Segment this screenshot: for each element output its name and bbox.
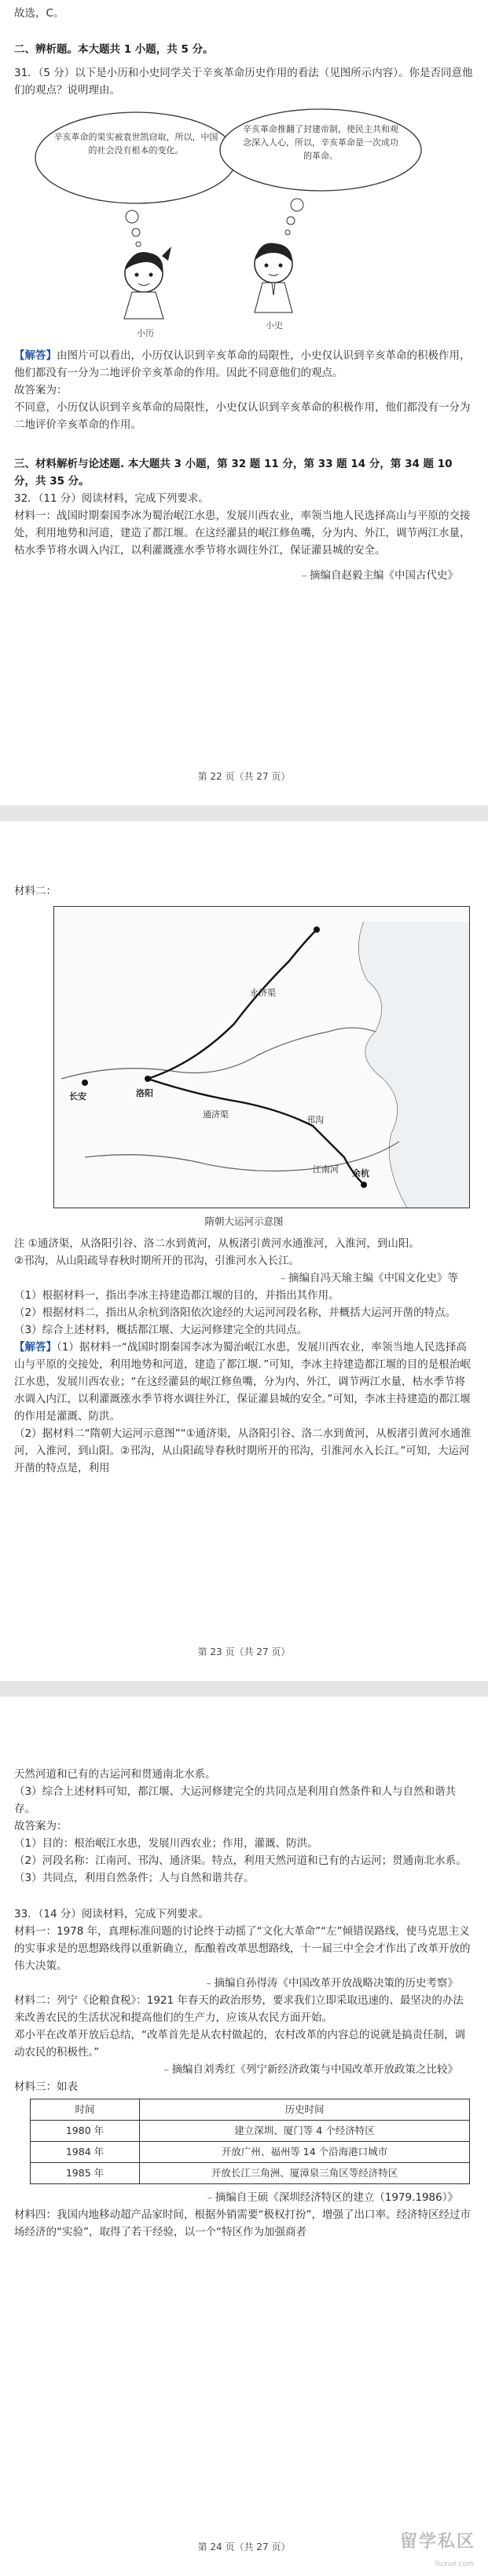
- answer-label: 故答案为：: [14, 1820, 68, 1832]
- girl-figure: [124, 247, 171, 319]
- map-drawing: [53, 906, 470, 1208]
- material-2-label: 材料二：: [14, 885, 57, 897]
- boy-figure: [255, 243, 292, 312]
- table-header-cell: 历史时间: [140, 2099, 470, 2121]
- table-cell: 1985 年: [31, 2163, 140, 2184]
- label-changan: 长安: [69, 1091, 86, 1102]
- page-footer: 第 22 页（共 27 页）: [197, 771, 291, 782]
- source-33-3: ﹣摘编自王硕《深圳经济特区的建立（1979.1986）》: [204, 2191, 458, 2204]
- note-2: ②邗沟，从山阳疏导春秋时期所开的邗沟，引淮河水入长江。: [14, 1255, 300, 1267]
- source-2: ﹣摘编自冯天瑜主编《中国文化史》等: [277, 1272, 458, 1284]
- question-31: 31．（5 分）以下是小历和小史同学关于辛亥革命历史作用的看法（见图所示内容）。你是否同意他们的观点？说明理由。: [14, 67, 473, 97]
- page-footer: 第 24 页（共 27 页）: [197, 2541, 291, 2552]
- watermark-logo: [372, 2532, 482, 2568]
- answer-31: 不同意，小历仅认识到辛亥革命的局限性，小史仅认识到辛亥革命的积极作用，他们都没有一分为二地评价辛亥革命的作用。: [14, 401, 471, 431]
- page-footer: 第 23 页（共 27 页）: [197, 1646, 291, 1657]
- bubble-right-text: 辛亥革命推翻了封建帝制，使民主共和观念深入人心，所以，辛亥革命是一次成功的革命。: [243, 124, 398, 161]
- material-1: 材料一：战国时期秦国李冰为蜀治岷江水患，发展川西农业，率领当地人民选择高山与平原的交接处，利用地势和河道，建造了都江堰。在这经灌县的岷江修鱼嘴，分为内、外江，调节两江水量，枯水季节将水调入内江，以利灌溉涨水季节将水调往外江，保证灌县城的安全。: [14, 510, 471, 557]
- analysis-32-2: （2）据材料二“隋朝大运河示意图”“①通济渠，从洛阳引谷、洛二水到黄河，从板渚引黄河水通淮河，入淮河，到山阳。②邗沟，从山阳疏导春秋时期所开的邗沟，引淮河水入长江。”可知，大运河开凿的特点是，利用: [14, 1427, 471, 1474]
- requirement-3: （3）综合上述材料，概括都江堰、大运河修建完全的共同点。: [14, 1324, 308, 1336]
- table-cell: 1984 年: [31, 2142, 140, 2163]
- intro-line: 故选，C。: [14, 7, 64, 20]
- map-caption: 隋朝大运河示意图: [204, 1215, 284, 1227]
- material-33-4: 材料四：我国内地移动超产品家时间，根据外销需要“极权打扮”，增强了出口率。经济特区经过市场经济的“实验”，取得了若干经验，以一个“特区作为加强商者: [14, 2209, 471, 2238]
- section-3-heading: 三、材料解析与论述题. 本大题共 3 小题，第 32 题 11 分，第 33 题 14 分，第 34 题 10 分，共 35 分。: [14, 458, 453, 488]
- watermark-text: 留学私区: [399, 2532, 475, 2552]
- continued-line: 天然河道和已有的古运河和贯通南北水系。: [14, 1768, 216, 1781]
- label-yuhang: 余杭: [352, 1168, 369, 1178]
- table-row: [31, 2163, 470, 2184]
- section-2-heading: 二、辨析题。本大题共 1 小题，共 5 分。: [14, 43, 214, 56]
- table-cell: 建立深圳、厦门等 4 个经济特区: [140, 2121, 470, 2142]
- watermark-subtext: liuxue.com: [435, 2560, 474, 2568]
- events-table: [30, 2099, 470, 2184]
- material-33-2b: 邓小平在改革开放后总结，“改革首先是从农村做起的，农村改革的内容总的说就是搞责任制，调动农民的积极性。”: [14, 2029, 465, 2059]
- table-header-cell: 时间: [31, 2099, 140, 2121]
- answer-32-3: （3）共同点，利用自然条件；人与自然和谐共存。: [14, 1872, 255, 1884]
- material-33-2: 材料二：列宁《论粮食税》：1921 年春天的政治形势，要求我们立即采取迅速的、最坚决的办法来改善农民的生活状况和提高他们的生产力，应该从农民方面开始。: [14, 1994, 464, 2024]
- table-row: [31, 2142, 470, 2163]
- question-33: 33．（14 分）阅读材料，完成下列要求。: [14, 1908, 209, 1920]
- page-23: [0, 821, 488, 1681]
- question-32: 32．（11 分）阅读材料，完成下列要求。: [14, 492, 209, 505]
- material-33-1: 材料一：1978 年，真理标准问题的讨论终于动摇了“文化大革命”“左”倾错误路线，使马克思主义的实事求是的思想路线得以重新确立，酝酿着改革思想路线，十一届三中全会才作出了改革开放的伟大决策。: [14, 1925, 471, 1972]
- label-hangou: 邗沟: [306, 1115, 324, 1125]
- name-left: 小历: [137, 328, 154, 338]
- source-33-1: ﹣摘编自孙得涛《中国改革开放战略决策的历史考察》: [204, 1977, 458, 1990]
- answer-label: 故答案为：: [14, 384, 68, 396]
- answer-32-1: （1）目的：根治岷江水患，发展川西农业；作用，灌溉、防洪。: [14, 1837, 318, 1850]
- table-cell: 1980 年: [31, 2121, 140, 2142]
- label-luoyang: 洛阳: [136, 1088, 153, 1098]
- cartoon-illustration: [14, 107, 474, 342]
- source-1: ﹣摘编自赵毅主编《中国古代史》: [299, 569, 458, 582]
- label-jiangnan: 江南河: [313, 1164, 339, 1175]
- page-24: [0, 1697, 488, 2576]
- bubble-left-text: 辛亥革命的果实被袁世凯窃取，所以，中国的社会没有根本的变化。: [53, 132, 218, 155]
- note-1: 注 ①通济渠，从洛阳引谷、洛二水到黄河，从板渚引黄河水通淮河，入淮河，到山阳。: [14, 1237, 420, 1250]
- table-cell: 开放长江三角洲、厦漳泉三角区等经济特区: [140, 2163, 470, 2184]
- table-header-row: [31, 2099, 470, 2121]
- continued-line-2: （3）综合上述材料可知，都江堰、大运河修建完全的共同点是利用自然条件和人与自然和谐共存。: [14, 1785, 457, 1815]
- table-cell: 开放广州、福州等 14 个沿海港口城市: [140, 2142, 470, 2163]
- page-22: [0, 0, 488, 806]
- analysis-31: 【解答】由图片可以看出，小历仅认识到辛亥革命的局限性，小史仅认识到辛亥革命的积极作用，他们都没有一分为二地评价辛亥革命的作用。因此不同意他们的观点。: [14, 349, 471, 379]
- analysis-tag: 【解答】: [14, 1341, 57, 1354]
- name-right: 小史: [266, 320, 283, 331]
- label-yongji: 永济渠: [250, 988, 276, 998]
- requirement-1: （1）根据材料一，指出李冰主持建造都江堰的目的，并指出其作用。: [14, 1289, 339, 1302]
- grand-canal-map: [53, 906, 470, 1208]
- material-33-3: 材料三：如表: [14, 2081, 78, 2093]
- analysis-tag: 【解答】: [14, 349, 57, 362]
- analysis-32-1: 【解答】（1）据材料一“战国时期秦国李冰为蜀治岷江水患，发展川西农业，率领当地人民选择高山与平原的交接处，利用地势和河道，建造了都江堰．”可知，李冰主持建造都江堰的目的是根治岷江水患，发展川西农业；“在这经灌县的岷江修鱼嘴，分为内、外江，调节两江水量，枯水季节将水调入内江，以利灌溉涨水季节将水调往外江，保证灌县城的安全。”可知，李冰主持建造的都江堰的作用是灌溉、防洪。: [14, 1341, 471, 1423]
- requirement-2: （2）根据材料二，指出从余杭到洛阳依次途经的大运河河段名称，并概括大运河开凿的特点。: [14, 1306, 457, 1319]
- label-tongji: 通济渠: [203, 1109, 229, 1120]
- answer-32-2: （2）河段名称：江南河、邗沟、通济渠。特点，利用天然河道和已有的古运河；贯通南北水系。: [14, 1854, 467, 1867]
- table-row: [31, 2121, 470, 2142]
- source-33-2: ﹣摘编自刘秀红《列宁新经济政策与中国改革开放政策之比较》: [161, 2063, 458, 2076]
